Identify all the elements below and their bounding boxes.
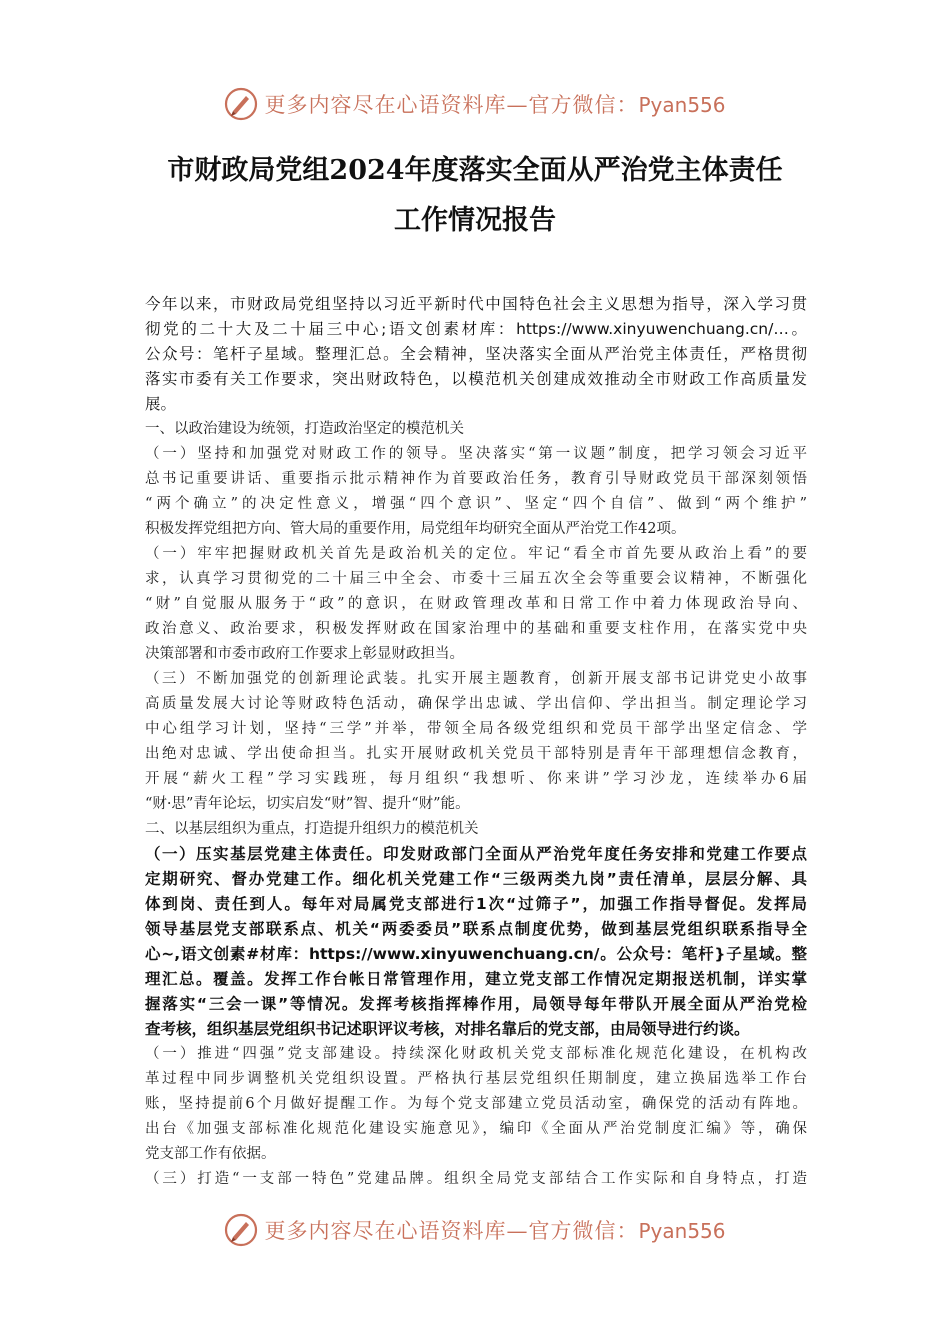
header-banner <box>0 82 950 126</box>
text-line: 体到岗、责任到人。每年对局属党支部进行1次“过筛子”，加强工作指导督促。发挥局 <box>145 895 807 913</box>
text-line: 出绝对忠诚、学出使命担当。扎实开展财政机关党员干部特别是青年干部理想信念教育， <box>145 746 807 762</box>
text-line: 求，认真学习贯彻党的二十届三中全会、市委十三届五次全会等重要会议精神，不断强化 <box>145 571 807 587</box>
text-line: 彻党的二十大及二十届三中心;语文创素材库：https://www.xinyuwenchuang.cn/…。 <box>145 320 807 338</box>
text-line: （三）打造“一支部一特色”党建品牌。组织全局党支部结合工作实际和自身特点，打造 <box>145 1171 807 1187</box>
text-line: 公众号：笔杆子星域。整理汇总。全会精神，坚决落实全面从严治党主体责任，严格贯彻 <box>145 345 807 363</box>
banner-text: 更多内容尽在心语资料库—官方微信：Pyan556 <box>264 93 726 117</box>
text-line: 政治意义、政治要求，积极发挥财政在国家治理中的基础和重要支柱作用，在落实党中央 <box>145 621 807 637</box>
text-line: 决策部署和市委市政府工作要求上彰显财政担当。 <box>145 646 464 662</box>
text-line: 开展“薪火工程”学习实践班，每月组织“我想听、你来讲”学习沙龙，连续举办6届 <box>145 771 807 787</box>
text-line: 握落实“三会一课”等情况。发挥考核指挥棒作用，局领导每年带队开展全面从严治党检 <box>145 995 807 1013</box>
text-line: 展。 <box>145 395 177 413</box>
text-line: 一、以政治建设为统领，打造政治坚定的模范机关 <box>145 421 464 437</box>
text-line: 高质量发展大讨论等财政特色活动，确保学出忠诚、学出信仰、学出担当。制定理论学习 <box>145 696 807 712</box>
text-line: “财·思”青年论坛，切实启发“财”智、提升“财”能。 <box>145 796 470 812</box>
document-title-line-1: 市财政局党组2024年度落实全面从严治党主体责任 <box>167 155 783 186</box>
text-line: 党支部工作有依据。 <box>145 1146 276 1162</box>
document-body <box>145 292 807 1192</box>
text-line: 心~,语文创素#材库：https://www.xinyuwenchuang.cn/。公众号：笔杆}子星域。整 <box>145 945 807 963</box>
text-line: 查考核，组织基层党组织书记述职评议考核，对排名靠后的党支部，由局领导进行约谈。 <box>145 1020 750 1038</box>
text-line: 积极发挥党组把方向、管大局的重要作用，局党组年均研究全面从严治党工作42项。 <box>145 521 686 537</box>
text-line: （三）不断加强党的创新理论武装。扎实开展主题教育，创新开展支部书记讲党史小故事 <box>145 671 807 687</box>
pen-logo-icon <box>224 1213 258 1247</box>
footer-banner <box>0 1208 950 1252</box>
text-line: （一）坚持和加强党对财政工作的领导。坚决落实“第一议题”制度，把学习领会习近平 <box>145 446 807 462</box>
pen-logo-icon <box>224 87 258 121</box>
text-line: 定期研究、督办党建工作。细化机关党建工作“三级两类九岗”责任清单，层层分解、具 <box>145 870 807 888</box>
text-line: 账，坚持提前6个月做好提醒工作。为每个党支部建立党员活动室，确保党的活动有阵地。 <box>145 1096 807 1112</box>
text-line: （一）推进“四强”党支部建设。持续深化财政机关党支部标准化规范化建设，在机构改 <box>145 1046 807 1062</box>
wechat-id: Pyan556 <box>638 93 726 117</box>
text-line: 二、以基层组织为重点，打造提升组织力的模范机关 <box>145 821 479 837</box>
text-line: 总书记重要讲话、重要指示批示精神作为首要政治任务，教育引导财政党员干部深刻领悟 <box>145 471 807 487</box>
text-line: 革过程中同步调整机关党组织设置。严格执行基层党组织任期制度，建立换届选举工作台 <box>145 1071 807 1087</box>
text-line: （一）压实基层党建主体责任。印发财政部门全面从严治党年度任务安排和党建工作要点 <box>145 845 807 863</box>
text-line: “财”自觉服从服务于“政”的意识，在财政管理改革和日常工作中着力体现政治导向、 <box>145 596 807 612</box>
text-line: 领导基层党支部联系点、机关“两委委员”联系点制度优势，做到基层党组织联系指导全 <box>145 920 807 938</box>
text-line: “两个确立”的决定性意义，增强“四个意识”、坚定“四个自信”、做到“两个维护” <box>145 496 807 512</box>
text-line: 中心组学习计划，坚持“三学”并举，带领全局各级党组织和党员干部学出坚定信念、学 <box>145 721 807 737</box>
text-line: 今年以来，市财政局党组坚持以习近平新时代中国特色社会主义思想为指导，深入学习贯 <box>145 295 807 313</box>
wechat-id: Pyan556 <box>638 1219 726 1243</box>
text-line: 理汇总。覆盖。发挥工作台帐日常管理作用，建立党支部工作情况定期报送机制，详实掌 <box>145 970 807 988</box>
text-line: 出台《加强支部标准化规范化建设实施意见》，编印《全面从严治党制度汇编》等，确保 <box>145 1121 807 1137</box>
document-title-line-2: 工作情况报告 <box>394 205 556 236</box>
text-line: 落实市委有关工作要求，突出财政特色，以模范机关创建成效推动全市财政工作高质量发 <box>145 370 807 388</box>
text-line: （一）牢牢把握财政机关首先是政治机关的定位。牢记“看全市首先要从政治上看”的要 <box>145 546 807 562</box>
banner-text: 更多内容尽在心语资料库—官方微信：Pyan556 <box>264 1219 726 1243</box>
